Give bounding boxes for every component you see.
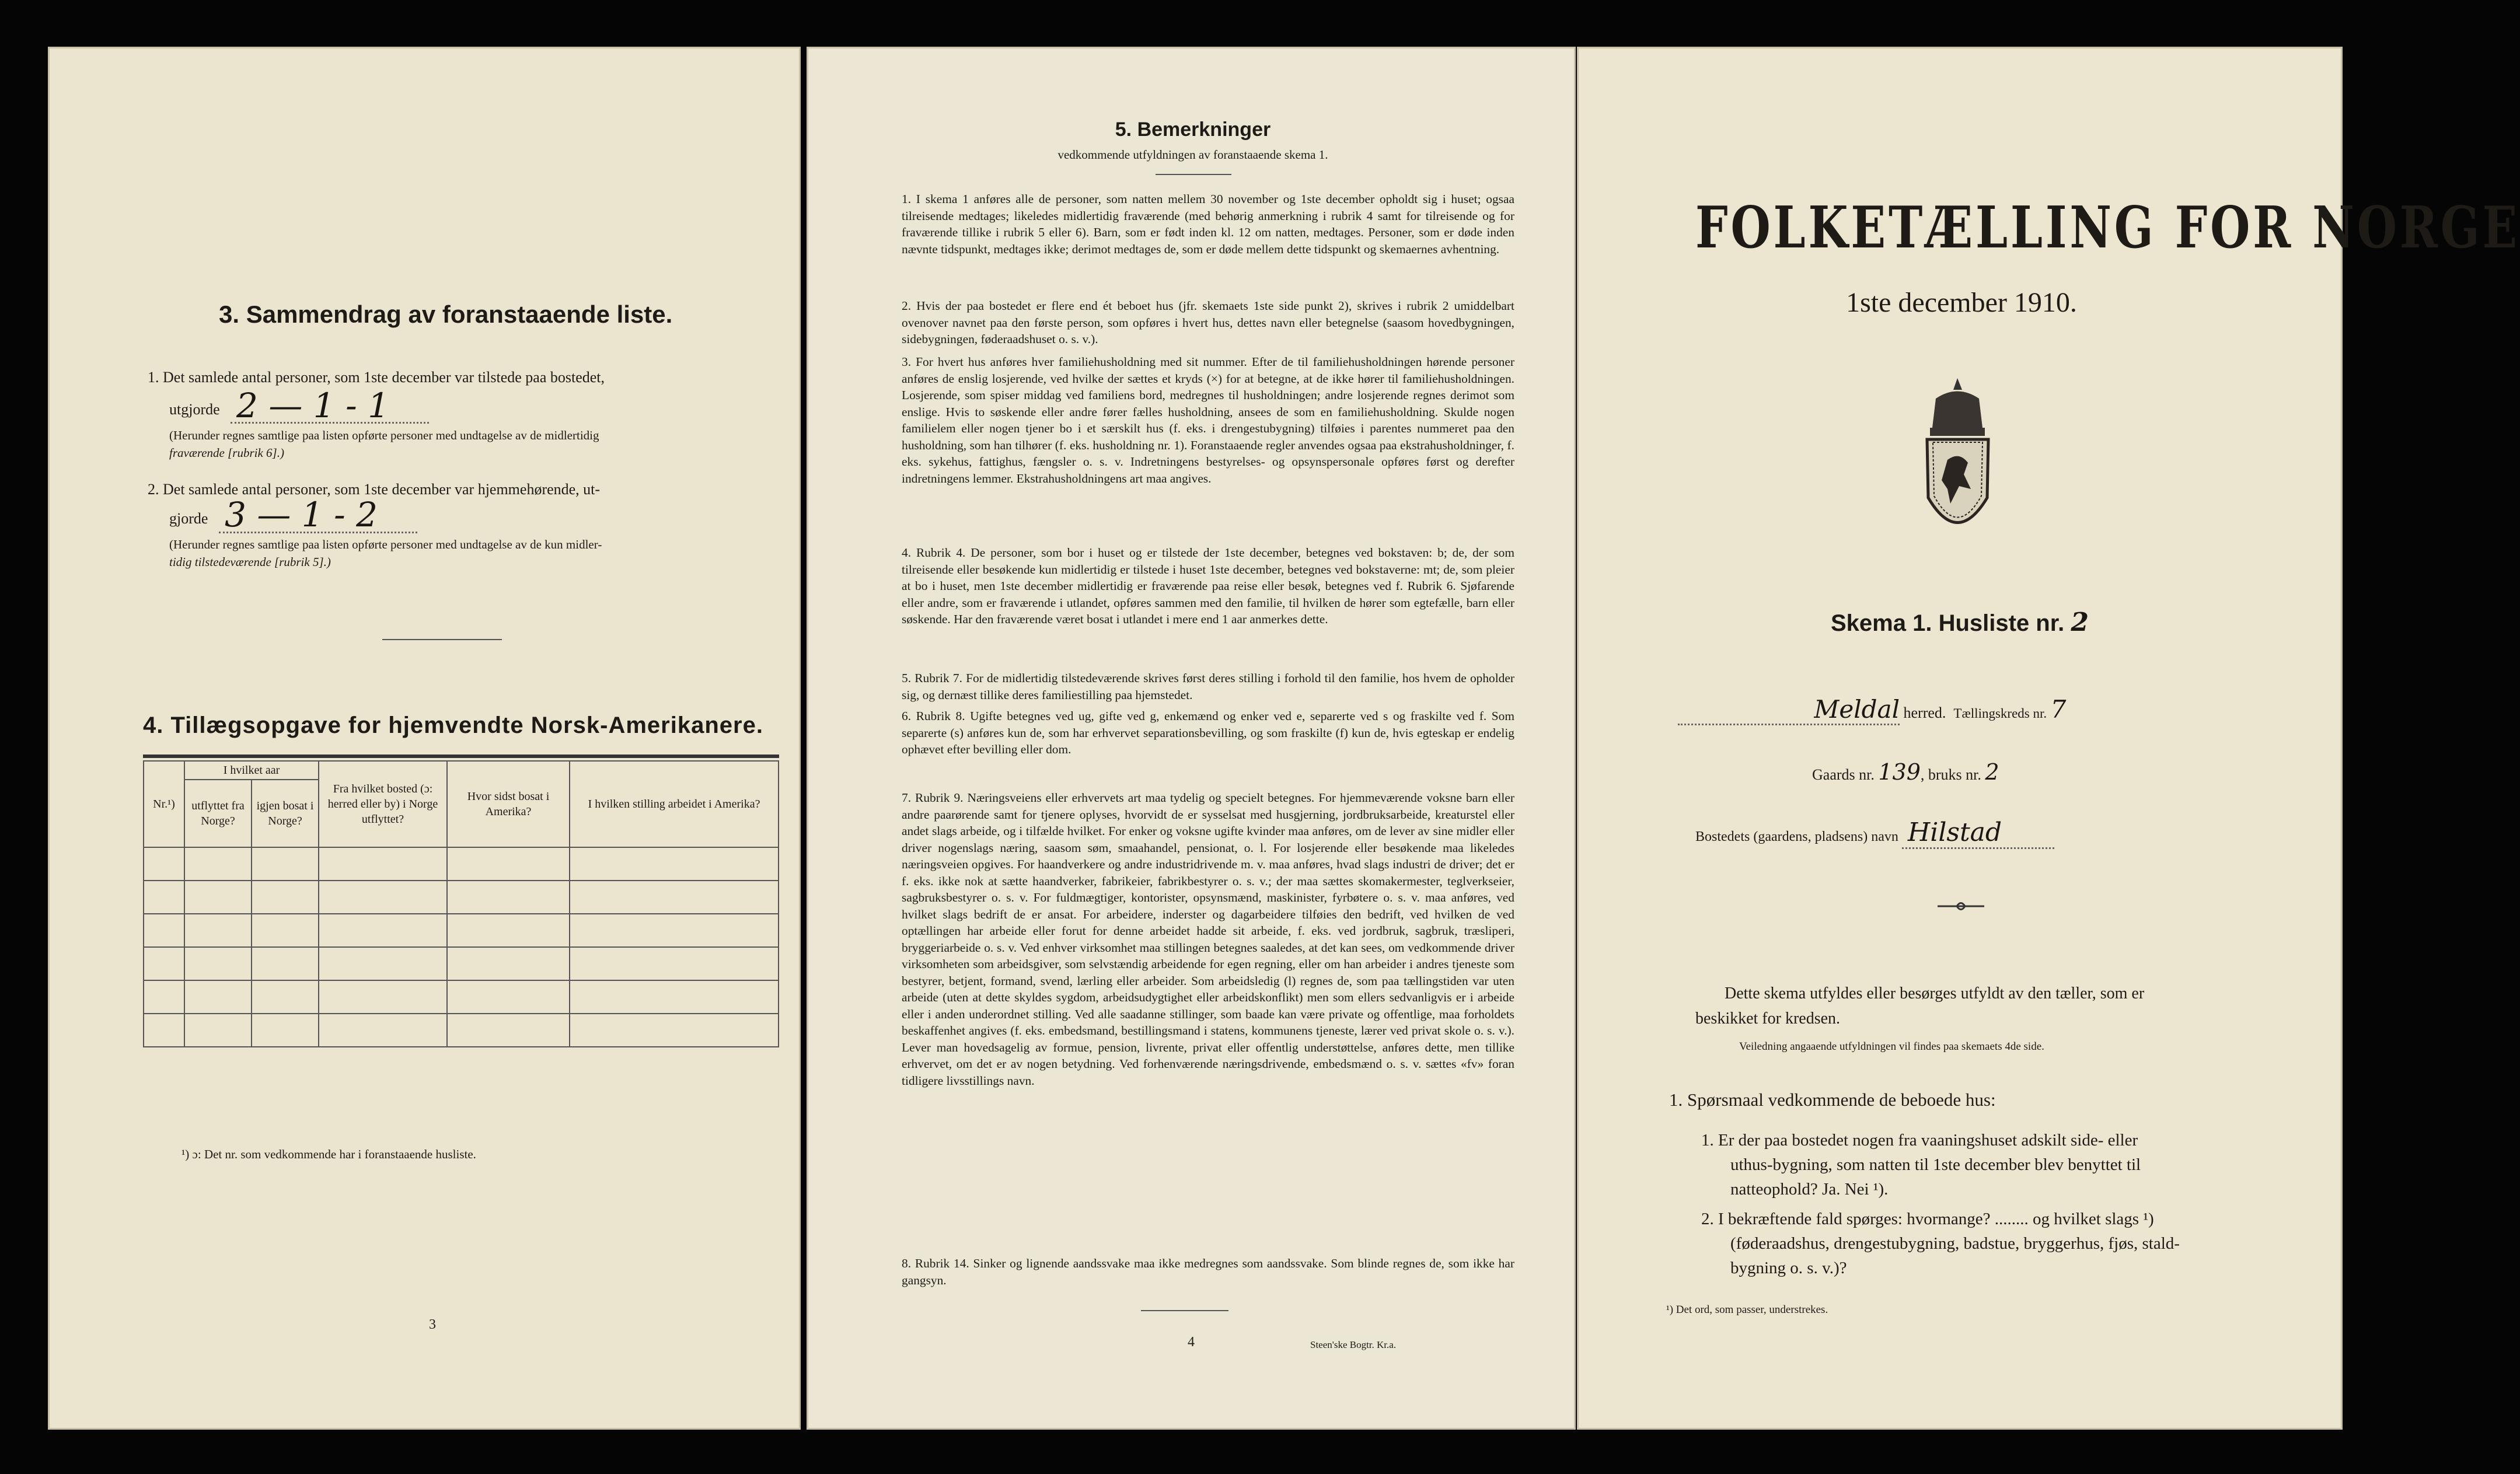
item1-line1: 1. Det samlede antal personer, som 1ste december var tilstede paa bostedet, bbox=[148, 369, 605, 386]
item2-handwritten-count: 3 — 1 - 2 bbox=[225, 495, 378, 535]
bruks-value: 2 bbox=[1985, 759, 1999, 785]
table-cell bbox=[144, 847, 184, 881]
table-row bbox=[144, 881, 779, 914]
item1-note-a: (Herunder regnes samtlige paa listen opførte personer med undtagelse av de midlertidig bbox=[169, 428, 599, 442]
herred-row bbox=[1678, 695, 2291, 725]
table-cell bbox=[144, 914, 184, 947]
ornament-icon bbox=[1935, 897, 1987, 915]
husliste-nr-value: 2 bbox=[2071, 607, 2089, 637]
remark-3: 3. For hvert hus anføres hver familiehusholdning med sit nummer. Efter de til familiehusholdningen hørende personer anføres de enslig losjerende, ved hvilke der sættes et kryds (×) for at betegne, at de ikke hører til familiehusholdningen. Losjerende, som spiser middag ved familiens bord, medregnes til husholdningen; andre losjerende regnes derimot som enslige. Hvis to søskende eller andre fører fælles husholdning, ansees de som en familiehusholdning. Skulde nogen familielem eller nogen tjener bo i et særskilt hus (f. eks. i drengestubygning) tilføies i parentes nummeret paa den husholdning, som han tilhører (f. eks. husholdning nr. 1). Foranstaaende regler anvendes ogsaa paa ekstrahusholdninger, f. eks. sykehus, fattighus, fængsler o. s. v. Indretningens bestyrelses- og opsynspersonale opføres først og derefter indretningens lemmer. Ekstrahusholdningens art maa angives. bbox=[902, 355, 1514, 485]
item1-note-b: fraværende [rubrik 6].) bbox=[169, 446, 284, 460]
kreds-value: 7 bbox=[2050, 695, 2067, 724]
table-cell bbox=[319, 1014, 447, 1047]
col-emigrated: utflyttet fra Norge? bbox=[184, 780, 252, 847]
form-title: FOLKETÆLLING FOR NORGE bbox=[1695, 194, 2520, 261]
remarks-title: 5. Bemerkninger bbox=[1115, 118, 1271, 141]
page-number: 4 bbox=[1188, 1335, 1195, 1350]
table-row bbox=[144, 980, 779, 1014]
gaards-value: 139 bbox=[1878, 759, 1921, 785]
section4-rule bbox=[143, 755, 779, 758]
item2-prefix: gjorde bbox=[169, 510, 208, 527]
page-number: 3 bbox=[429, 1317, 436, 1332]
herred-label: herred. bbox=[1903, 704, 1946, 721]
footnote: ¹) ɔ: Det nr. som vedkommende har i foranstaaende husliste. bbox=[182, 1147, 476, 1161]
kreds-label: Tællingskreds nr. bbox=[1953, 706, 2047, 721]
footnote: ¹) Det ord, som passer, understrekes. bbox=[1666, 1304, 1828, 1316]
remark-4: 4. Rubrik 4. De personer, som bor i huset og er tilstede der 1ste december, betegnes ved bokstaven: b; de, der som tilreisende eller besøkende kun midlertidig er tilstede i huset 1ste december, betegnes ved bokstaverne: mt; de, som pleier at bo i huset, men 1ste december midlertidig er fraværende paa reise eller besøk, betegnes ved f. Rubrik 6. Sjøfarende eller andre, som er fraværende i utlandet, opføres sammen med den familie, til hvilken de hører som egtefælle, barn eller søskende. Har den fraværende været bosat i utlandet i mere end 1 aar anmerkes dette. bbox=[902, 546, 1514, 626]
remark-7: 7. Rubrik 9. Næringsveiens eller erhvervets art maa tydelig og specielt betegnes. For hjemmeværende voksne barn eller andre paarørende samt for tjenere oplyses, hvorvidt de er sysselsat med husgjerning, jordbruksarbeide, kreaturstel eller andet slags arbeide, og i tilfælde hvilket. For enker og voksne ugifte kvinder maa anføres, om de lever av sine midler eller driver nogenslags næring, saasom søm, smaahandel, pensionat, o. l. For losjerende eller besøkende maa likeledes næringsveien opgives. For haandverkere og andre industridrivende m. v. maa anføres, hvad slags industri de driver; det er f. eks. ikke nok at sætte haandverker, fabrikeier, fabrikbestyrer o. s. v.; der maa sættes skomakermester, teglverkseier, sagbruksbestyrer o. s. v. For fuldmægtiger, kontorister, opsynsmænd, maskinister, fyrbøtere o. s. v. maa anføres, ved hvilket slags bedrift de er ansat. For arbeidere, inderster og dagarbeidere tilføies den bedrift, ved hvilken de ved optællingen har arbeide eller forut for denne arbeidet hadde sit arbeide, f. eks. ved jordbruk, sagbruk, træsliperi, bryggeriarbeide o. s. v. Ved enhver virksomhet maa stillingen betegnes saaledes, at det kan sees, om vedkommende driver virksomheten som arbeidsgiver, som selvstændig arbeidende for egen regning, eller om han arbeider i andres tjeneste som bestyrer, betjent, formand, svend, lærling eller arbeider. Som arbeidsledig (l) regnes de, som paa tællingstiden var uten arbeide (uten at dette skyldes sygdom, arbeidsudygtighet eller arbeidskonflikt) men som ellers sedvanligvis er i arbeide eller i anden underordnet stilling. Ved alle saadanne stillinger, som baade kan være private og offentlige, maa forholdets beskaffenhet angives (f. eks. embedsmand, bestillingsmand i statens, kommunens tjeneste, lærer ved privat skole o. s. v.). Lever man hovedsagelig av formue, pension, livrente, privat eller offentlig understøttelse, anføres dette, men tillike erhvervet, om det er av nogen betydning. Ved forhenværende næringsdrivende, embedsmænd o. s. v. sættes «fv» foran tidligere livsstillings navn. bbox=[902, 791, 1514, 1088]
page-3 bbox=[48, 47, 801, 1430]
item2-line1: 2. Det samlede antal personer, som 1ste december var hjemmehørende, ut- bbox=[148, 481, 601, 498]
table-cell bbox=[252, 980, 319, 1014]
bosted-label: Bostedets (gaardens, pladsens) navn bbox=[1695, 829, 1898, 844]
table-cell bbox=[319, 980, 447, 1014]
table-cell bbox=[570, 914, 779, 947]
page-4 bbox=[807, 47, 1576, 1430]
item1-dotted-line bbox=[231, 422, 429, 424]
page-1 bbox=[1577, 47, 2520, 1430]
table-row bbox=[144, 847, 779, 881]
col-nr: Nr.¹) bbox=[144, 761, 184, 847]
bruks-label: , bruks nr. bbox=[1920, 766, 1981, 783]
table-cell bbox=[252, 947, 319, 980]
table-row bbox=[144, 914, 779, 947]
intro-line-b: beskikket for kredsen. bbox=[1695, 1010, 1841, 1028]
table-body bbox=[144, 847, 779, 1047]
table-cell bbox=[144, 881, 184, 914]
bosted-value: Hilstad bbox=[1902, 818, 2054, 849]
table-cell bbox=[252, 1014, 319, 1047]
table-cell bbox=[570, 947, 779, 980]
table-cell bbox=[144, 1014, 184, 1047]
bosted-row bbox=[1695, 818, 2054, 847]
table-cell bbox=[319, 847, 447, 881]
question-2-line-c: bygning o. s. v.)? bbox=[1730, 1259, 1847, 1277]
item2-note-a: (Herunder regnes samtlige paa listen opførte personer med undtagelse av de kun midler- bbox=[169, 537, 602, 551]
table-row bbox=[144, 1014, 779, 1047]
remark-6: 6. Rubrik 8. Ugifte betegnes ved ug, gifte ved g, enkemænd og enker ved e, separerte ved s og fraskilte ved f. Som separerte (s) anføres kun de, som har erhvervet separationsbevilling, og som fraskilte (f) kun de, hvis egteskap er endelig ophævet efter bevilling eller dom. bbox=[902, 709, 1514, 756]
gaards-label: Gaards nr. bbox=[1812, 766, 1875, 783]
question-1-line-b: uthus-bygning, som natten til 1ste december blev benyttet til bbox=[1730, 1155, 2141, 1174]
divider bbox=[382, 639, 502, 640]
table-cell bbox=[184, 914, 252, 947]
table-cell bbox=[447, 1014, 570, 1047]
col-group-year: I hvilket aar bbox=[184, 761, 319, 780]
table-cell bbox=[319, 881, 447, 914]
question-1-line-c: natteophold? Ja. Nei ¹). bbox=[1730, 1180, 1889, 1199]
printer-mark: Steen'ske Bogtr. Kr.a. bbox=[1310, 1339, 1397, 1350]
table-cell bbox=[447, 847, 570, 881]
intro-line-a: Dette skema utfyldes eller besørges utfyldt av den tæller, som er bbox=[1725, 984, 2145, 1003]
table-cell bbox=[252, 847, 319, 881]
schema-label: Skema 1. Husliste nr. bbox=[1831, 610, 2065, 636]
remark-2: 2. Hvis der paa bostedet er flere end ét beboet hus (jfr. skemaets 1ste side punkt 2), skrives i rubrik 2 umiddelbart ovenover navnet paa den første person, som opføres i hvert hus, dettes navn eller betegnelse (saasom hovedbygningen, sidebygningen, føderaadshuset o. s. v.). bbox=[902, 299, 1514, 346]
section3-title: 3. Sammendrag av foranstaaende liste. bbox=[219, 301, 673, 328]
question-2-line-a: 2. I bekræftende fald spørges: hvormange? ........ og hvilket slags ¹) bbox=[1701, 1210, 2154, 1228]
table-cell bbox=[252, 914, 319, 947]
col-returned: igjen bosat i Norge? bbox=[252, 780, 319, 847]
table-cell bbox=[319, 914, 447, 947]
norsk-amerikanere-table bbox=[143, 760, 779, 1047]
remark-1: 1. I skema 1 anføres alle de personer, som natten mellem 30 november og 1ste december opholdt sig i huset; ogsaa tilreisende medtages; likeledes midlertidig fraværende (med behørig anmerkning i rubrik 4 samt for tilreisende og for fraværende tillike i rubrik 5 eller 6). Barn, som er født inden kl. 12 om natten, medtages. Personer, som er døde inden nævnte tidspunkt, medtages ikke; derimot medtages de, som er døde mellem dette tidspunkt og skemaernes avhentning. bbox=[902, 192, 1514, 256]
col-last-america: Hvor sidst bosat i Amerika? bbox=[447, 761, 570, 847]
col-occupation: I hvilken stilling arbeidet i Amerika? bbox=[570, 761, 779, 847]
item2-dotted-line bbox=[219, 532, 417, 533]
item1-handwritten-count: 2 — 1 - 1 bbox=[236, 386, 390, 425]
remark-5: 5. Rubrik 7. For de midlertidig tilstedeværende skrives først deres stilling i forhold til den familie, hos hvem de opholder sig, og dernæst tillike deres familiestilling paa hjemstedet. bbox=[902, 671, 1514, 702]
subtitle-rule bbox=[1156, 174, 1231, 175]
table-cell bbox=[570, 881, 779, 914]
table-cell bbox=[447, 914, 570, 947]
guidance-note: Veiledning angaaende utfyldningen vil findes paa skemaets 4de side. bbox=[1739, 1040, 2044, 1053]
item2-note-b: tidig tilstedeværende [rubrik 5].) bbox=[169, 555, 331, 569]
remarks-subtitle: vedkommende utfyldningen av foranstaaende skema 1. bbox=[1057, 148, 1328, 162]
table-cell bbox=[570, 1014, 779, 1047]
item1-prefix: utgjorde bbox=[169, 401, 220, 418]
table-cell bbox=[144, 980, 184, 1014]
herred-value: Meldal bbox=[1814, 695, 1900, 724]
section4-title: 4. Tillægsopgave for hjemvendte Norsk-Amerikanere. bbox=[143, 712, 763, 738]
gaards-row bbox=[1812, 759, 1999, 785]
question-header: 1. Spørsmaal vedkommende de beboede hus: bbox=[1669, 1089, 1996, 1110]
table-cell bbox=[570, 847, 779, 881]
table-cell bbox=[184, 881, 252, 914]
table-cell bbox=[184, 980, 252, 1014]
table-row bbox=[144, 947, 779, 980]
table-cell bbox=[570, 980, 779, 1014]
table-cell bbox=[447, 881, 570, 914]
table-cell bbox=[447, 947, 570, 980]
remark-8: 8. Rubrik 14. Sinker og lignende aandssvake maa ikke medregnes som aandssvake. Som blinde regnes de, som ikke har gangsyn. bbox=[902, 1256, 1514, 1287]
question-2-line-b: (føderaadshus, drengestubygning, badstue, bryggerhus, fjøs, stald- bbox=[1730, 1234, 2180, 1253]
table-cell bbox=[144, 947, 184, 980]
col-from-place: Fra hvilket bosted (ɔ: herred eller by) i Norge utflyttet? bbox=[319, 761, 447, 847]
census-date: 1ste december 1910. bbox=[1846, 287, 2077, 318]
norwegian-coat-of-arms-icon bbox=[1912, 372, 2003, 553]
table-cell bbox=[319, 947, 447, 980]
bottom-rule bbox=[1141, 1310, 1228, 1311]
table-cell bbox=[184, 1014, 252, 1047]
table-cell bbox=[184, 847, 252, 881]
table-cell bbox=[252, 881, 319, 914]
table-cell bbox=[184, 947, 252, 980]
table-cell bbox=[447, 980, 570, 1014]
question-1-line-a: 1. Er der paa bostedet nogen fra vaaningshuset adskilt side- eller bbox=[1701, 1131, 2138, 1150]
